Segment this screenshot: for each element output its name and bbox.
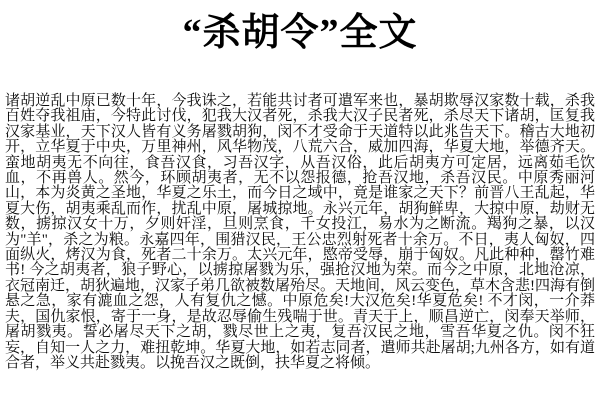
body-text: 诸胡逆乱中原已数十年，今我诛之，若能共讨者可遣军来也，暴胡欺辱汉家数十载，杀我百姓夺我祖庙，今特此讨伐，犯我大汉者死，杀我大汉子民者死，杀尽天下诸胡，匡复我汉家基业，天下汉人皆有义务屠戮胡狗，闵不才受命于天道特以此兆告天下。稽古大地初开，立华夏于中央，万里神州，风华物茂，八荒六合，威加四海，华夏大地，举德齐天。蛮地胡夷无不向往，食吾汉食，习吾汉字，从吾汉俗，此后胡夷方可定居，远离茹毛饮血，不再兽人。然今，环顾胡夷者，无不以怨报德，抢吾汉地，杀吾汉民。中原秀丽河山，本为炎黄之圣地，华夏之乐土，而今日之域中，竟是谁家之天下？前晋八王乱起，华夏大伤，胡夷乘乱而作，扰乱中原，屠城掠地。永兴元年，胡狗鲜卑，大掠中原，劫财无数，掳掠汉女十万，夕则奸淫，旦则烹食，千女投江，易水为之断流。羯狗之暴，以汉为"羊"，杀之为粮。永嘉四年，围猎汉民，王公忠烈射死者十余万。不日，夷人匈奴，四面纵火，烤汉为食，死者二十余万。太兴元年，愍帝受辱，崩于匈奴。凡此种种，罄竹难书! 今之胡夷者，狼子野心，以掳掠屠戮为乐，强抢汉地为荣。而今之中原，北地沧凉，衣冠南迁，胡狄遍地，汉家子弟几欲被数屠殆尽。天地间，风云变色，草木含悲!四海有倒悬之急，家有漉血之怨，人有复仇之憾。中原危矣!大汉危矣!华夏危矣! 不才闵，一介莽夫，国仇家恨，寄于一身，是故忍辱偷生残喘于世。青天于上，顺昌逆亡，闵奉天举师，屠胡戮夷。誓必屠尽天下之胡，戮尽世上之夷，复吾汉民之地，雪吾华夏之仇。闵不狂妄，自知一人之力，难扭乾坤。华夏大地，如若志同者，遣师共赴屠胡;九州各方，如有道合者，举义共赴戮夷。以挽吾汉之既倒，扶华夏之将倾。 [5,93,595,371]
page-title: “杀胡令”全文 [182,12,418,54]
